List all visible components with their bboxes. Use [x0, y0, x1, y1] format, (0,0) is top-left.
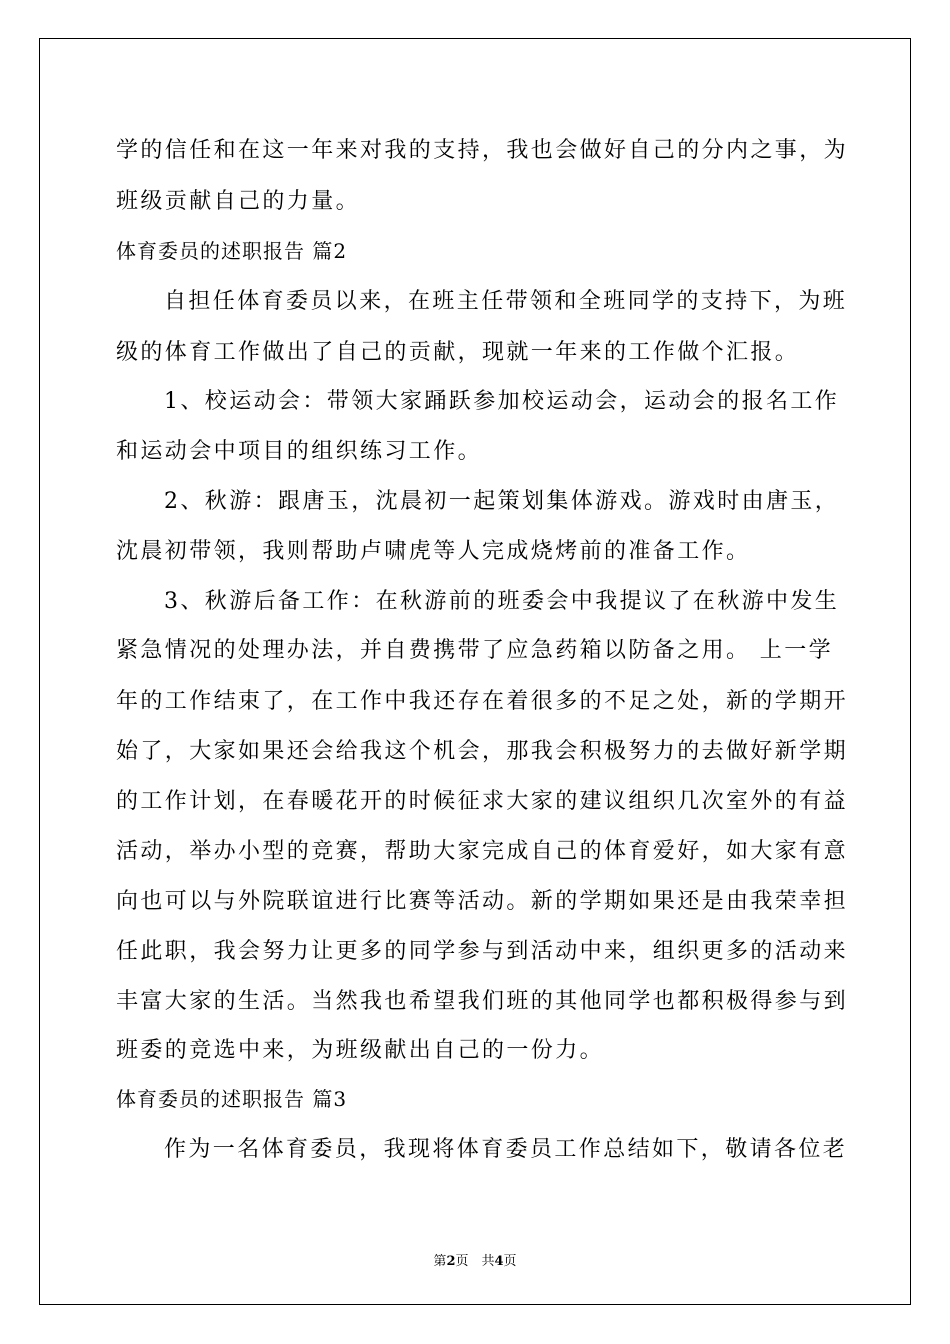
text-line: 始了，大家如果还会给我这个机会，那我会积极努力的去做好新学期: [116, 739, 849, 764]
text-line: 丰富大家的生活。当然我也希望我们班的其他同学也都积极得参与到: [116, 989, 849, 1014]
page-border: [39, 38, 911, 1305]
text-line: 1、校运动会：带领大家踊跃参加校运动会，运动会的报名工作: [164, 389, 840, 414]
footer-mid: 页 共: [455, 1254, 495, 1269]
section-heading: 体育委员的述职报告 篇2: [116, 239, 348, 263]
footer-prefix: 第: [433, 1254, 447, 1269]
text-line: 的工作计划，在春暖花开的时候征求大家的建议组织几次室外的有益: [116, 789, 849, 814]
text-line: 班委的竞选中来，为班级献出自己的一份力。: [116, 1038, 605, 1063]
section-heading: 体育委员的述职报告 篇3: [116, 1087, 348, 1111]
text-line: 向也可以与外院联谊进行比赛等活动。新的学期如果还是由我荣幸担: [116, 889, 849, 914]
footer-total-pages: 4: [494, 1254, 504, 1269]
text-line: 学的信任和在这一年来对我的支持，我也会做好自己的分内之事，为: [116, 138, 849, 163]
text-line: 沈晨初带领，我则帮助卢啸虎等人完成烧烤前的准备工作。: [116, 539, 751, 564]
text-line: 2、秋游：跟唐玉，沈晨初一起策划集体游戏。游戏时由唐玉，: [164, 489, 840, 514]
text-line: 和运动会中项目的组织练习工作。: [116, 439, 483, 464]
text-line: 自担任体育委员以来，在班主任带领和全班同学的支持下，为班: [164, 289, 848, 314]
text-line: 3、秋游后备工作：在秋游前的班委会中我提议了在秋游中发生: [164, 589, 840, 614]
footer-suffix: 页: [503, 1254, 517, 1269]
text-line: 任此职，我会努力让更多的同学参与到活动中来，组织更多的活动来: [116, 939, 849, 964]
footer-page-number: 2: [446, 1254, 456, 1269]
text-line: 班级贡献自己的力量。: [116, 189, 361, 214]
text-line: 活动，举办小型的竞赛，帮助大家完成自己的体育爱好，如大家有意: [116, 839, 849, 864]
text-line: 紧急情况的处理办法，并自费携带了应急药箱以防备之用。 上一学: [116, 638, 833, 663]
text-line: 年的工作结束了，在工作中我还存在着很多的不足之处，新的学期开: [116, 689, 849, 714]
text-line: 级的体育工作做出了自己的贡献，现就一年来的工作做个汇报。: [116, 340, 800, 365]
page-footer: [0, 1250, 950, 1269]
text-line: 作为一名体育委员，我现将体育委员工作总结如下，敬请各位老: [164, 1137, 848, 1162]
